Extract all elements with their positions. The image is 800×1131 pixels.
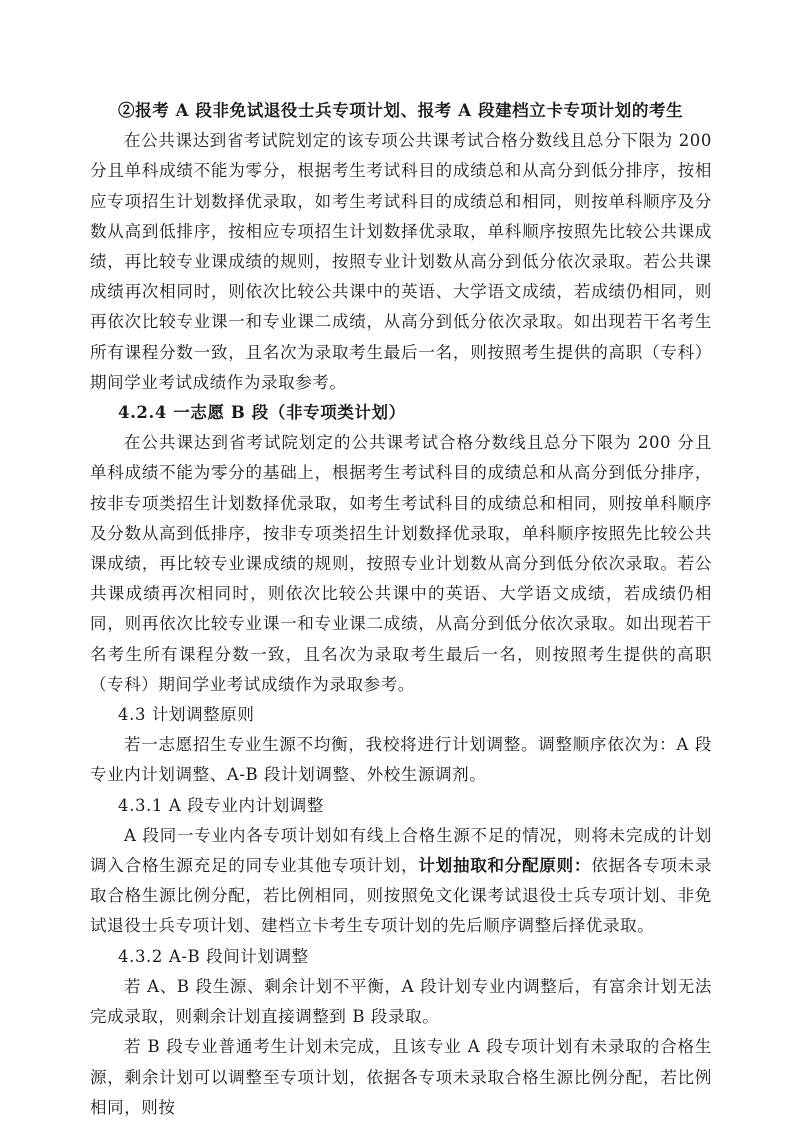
section-4-3-1-text-b: 依据各专项未录取合格生源比例分配，若比例相同，则按照免文化课考试退役士兵专项计划、非免试退役士兵专项计划、建档立卡考生专项计划的先后顺序调整后择优录取。 xyxy=(90,856,712,936)
section-4-2-4-heading: 4.2.4 一志愿 B 段（非专项类计划） xyxy=(118,403,406,423)
section-4-3-2-paragraph-1: 若 A、B 段生源、剩余计划不平衡，A 段计划专业内调整后，有富余计划无法完成录取，则剩余计划直接调整到 B 段录取。 xyxy=(90,976,712,1027)
section-4-3-2-heading: 4.3.2 A-B 段间计划调整 xyxy=(118,946,309,966)
section-4-3-2-paragraph-2: 若 B 段专业普通考生计划未完成，且该专业 A 段专项计划有未录取的合格生源，剩余计划可以调整至专项计划，依据各专项未录取合格生源比例分配，若比例相同，则按 xyxy=(90,1037,712,1117)
section-4-3-heading: 4.3 计划调整原则 xyxy=(118,705,255,725)
section-4-3-1-paragraph xyxy=(90,821,712,942)
section-2-heading: ②报考 A 段非免试退役士兵专项计划、报考 A 段建档立卡专项计划的考生 xyxy=(118,101,684,120)
section-2-paragraph: 在公共课达到省考试院划定的该专项公共课考试合格分数线且总分下限为 200 分且单科成绩不能为零分，根据考生考试科目的成绩总和从高分到低分排序，按相应专项招生计划数择优录取，如考生考试科目的成绩总和相同，则按单科顺序及分数从高到低排序，按相应专项招生计划数择优录取，单科顺序按照先比较公共课成绩，再比较专业课成绩的规则，按照专业计划数从高分到低分依次录取。若公共课成绩再次相同时，则依次比较公共课中的英语、大学语文成绩，若成绩仍相同，则再依次比较专业课一和专业课二成绩，从高分到低分依次录取。如出现若干名考生所有课程分数一致，且名次为录取考生最后一名，则按照考生提供的高职（专科）期间学业考试成绩作为录取参考。 xyxy=(90,131,712,392)
section-4-2-4-paragraph: 在公共课达到省考试院划定的公共课考试合格分数线且总分下限为 200 分且单科成绩不能为零分的基础上，根据考生考试科目的成绩总和从高分到低分排序，按非专项类招生计划数择优录取，如考生考试科目的成绩总和相同，则按单科顺序及分数从高到低排序，按非专项类招生计划数择优录取，单科顺序按照先比较公共课成绩，再比较专业课成绩的规则，按照专业计划数从高分到低分依次录取。若公共课成绩再次相同时，则依次比较公共课中的英语、大学语文成绩，若成绩仍相同，则再依次比较专业课一和专业课二成绩，从高分到低分依次录取。如出现若干名考生所有课程分数一致，且名次为录取考生最后一名，则按照考生提供的高职（专科）期间学业考试成绩作为录取参考。 xyxy=(90,433,712,694)
section-4-3-1-text-a: A 段同一专业内各专项计划如有线上合格生源不足的情况，则将未完成的计划调入合格生源充足的同专业其他专项计划， xyxy=(90,825,712,876)
section-4-3-paragraph: 若一志愿招生专业生源不均衡，我校将进行计划调整。调整顺序依次为：A 段专业内计划调整、A-B 段计划调整、外校生源调剂。 xyxy=(90,735,712,785)
section-4-3-1-heading: 4.3.1 A 段专业内计划调整 xyxy=(118,795,324,815)
section-4-3-1-bold-label: 计划抽取和分配原则： xyxy=(418,856,592,876)
